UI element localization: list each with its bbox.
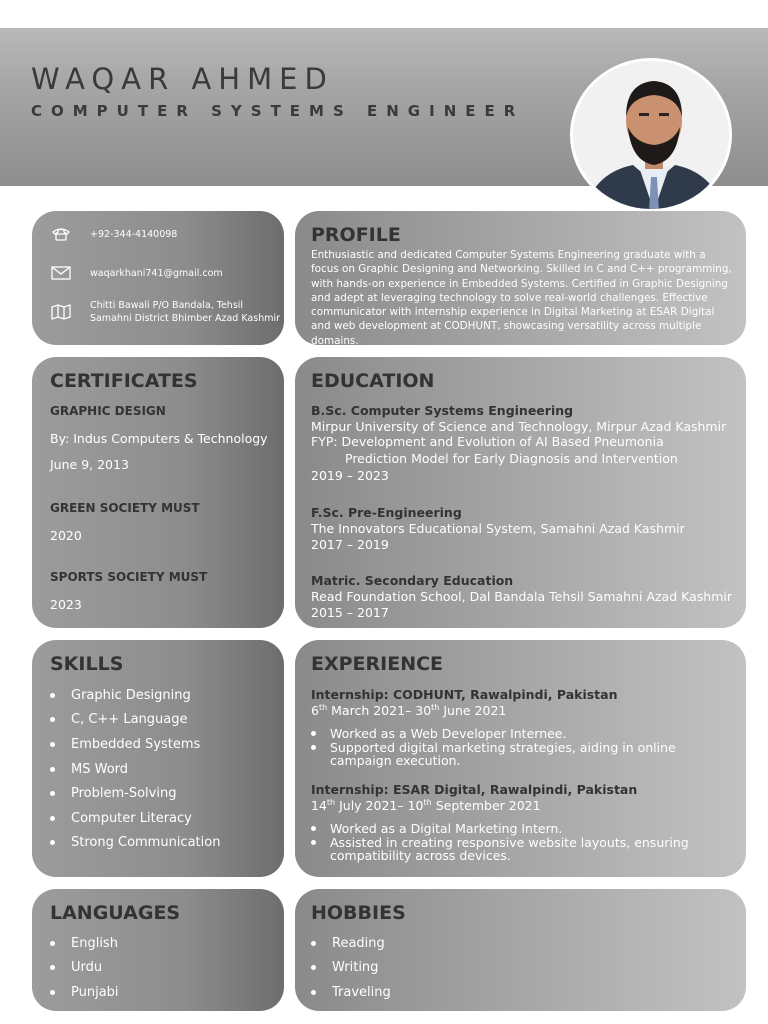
education-fyp-continued: Prediction Model for Early Diagnosis and Intervention	[345, 451, 678, 466]
languages-card	[32, 889, 284, 1011]
list-item: Worked as a Web Developer Internee.	[311, 727, 731, 741]
certificate-title: SPORTS SOCIETY MUST	[50, 570, 208, 584]
education-institution: Mirpur University of Science and Technology, Mirpur Azad Kashmir	[311, 419, 727, 434]
experience-dates: 6th March 2021– 30th June 2021	[311, 703, 507, 719]
list-item: Writing	[311, 956, 391, 981]
education-card	[295, 357, 746, 628]
hobbies-card	[295, 889, 746, 1011]
experience-dates: 14th July 2021– 10th September 2021	[311, 798, 541, 814]
education-years: 2017 – 2019	[311, 537, 389, 552]
bullet-icon	[50, 941, 55, 946]
list-item: Urdu	[50, 956, 119, 981]
list-item: Problem-Solving	[50, 781, 220, 806]
certificate-title: GREEN SOCIETY MUST	[50, 501, 200, 515]
bullet-icon	[311, 990, 316, 995]
bullet-icon	[50, 965, 55, 970]
certificate-title: GRAPHIC DESIGN	[50, 404, 166, 418]
list-item: MS Word	[50, 757, 220, 782]
education-degree: Matric. Secondary Education	[311, 573, 514, 588]
education-heading: EDUCATION	[311, 370, 435, 392]
hobbies-list	[311, 931, 391, 1005]
profile-card	[295, 211, 746, 345]
certificate-date: 2020	[50, 528, 82, 543]
candidate-name: WAQAR AHMED	[31, 62, 334, 96]
list-item: Traveling	[311, 980, 391, 1005]
list-item: Embedded Systems	[50, 732, 220, 757]
list-item: Supported digital marketing strategies, aiding in online campaign execution.	[311, 741, 731, 768]
map-icon	[50, 303, 72, 321]
education-fyp: FYP: Development and Evolution of AI Based Pneumonia	[311, 434, 664, 449]
experience-card	[295, 640, 746, 877]
profile-heading: PROFILE	[311, 224, 401, 246]
list-item: Graphic Designing	[50, 683, 220, 708]
experience-heading: EXPERIENCE	[311, 653, 444, 675]
list-item: Strong Communication	[50, 831, 220, 856]
bullet-icon	[50, 990, 55, 995]
certificates-heading: CERTIFICATES	[50, 370, 198, 392]
bullet-icon	[311, 731, 316, 736]
list-item: Worked as a Digital Marketing Intern.	[311, 822, 731, 836]
bullet-icon	[50, 717, 55, 722]
certificate-date: June 9, 2013	[50, 457, 129, 472]
bullet-icon	[50, 791, 55, 796]
skills-heading: SKILLS	[50, 653, 124, 675]
list-item: Assisted in creating responsive website layouts, ensuring compatibility across devices.	[311, 836, 731, 863]
profile-text: Enthusiastic and dedicated Computer Systems Engineering graduate with a focus on Graphic Designing and Networking. Skilled in C and C++ programming, with hands-on experience in Embedded Systems. Certified in Graphic Designing and adept at leveraging technology to solve real-world challenges. Effective communicator with internship experience in Digital Marketing at ESAR Digital and web development at CODHUNT, showcasing versatility across multiple domains.	[311, 249, 732, 345]
address	[90, 299, 280, 325]
education-institution: The Innovators Educational System, Samahni Azad Kashmir	[311, 521, 685, 536]
bullet-icon	[311, 745, 316, 750]
certificate-issuer: By: Indus Computers & Technology	[50, 431, 268, 446]
skills-list	[50, 683, 220, 855]
bullet-icon	[311, 840, 316, 845]
bullet-icon	[311, 965, 316, 970]
email-address[interactable]: waqarkhani741@gmail.com	[90, 267, 223, 279]
experience-bullets	[311, 822, 731, 863]
languages-list	[50, 931, 119, 1005]
education-degree: B.Sc. Computer Systems Engineering	[311, 403, 574, 418]
address-line-2: Samahni District Bhimber Azad Kashmir	[90, 313, 281, 324]
candidate-role: COMPUTER SYSTEMS ENGINEER	[31, 102, 525, 120]
list-item: English	[50, 931, 119, 956]
contact-card	[32, 211, 284, 345]
bullet-icon	[50, 693, 55, 698]
bullet-icon	[311, 826, 316, 831]
phone-number[interactable]: +92-344-4140098	[90, 228, 178, 240]
bullet-icon	[311, 941, 316, 946]
hobbies-heading: HOBBIES	[311, 902, 406, 924]
list-item: Reading	[311, 931, 391, 956]
bullet-icon	[50, 816, 55, 821]
education-degree: F.Sc. Pre-Engineering	[311, 505, 462, 520]
email-icon	[50, 264, 72, 282]
address-line-1: Chitti Bawali P/O Bandala, Tehsil	[90, 300, 244, 311]
languages-heading: LANGUAGES	[50, 902, 181, 924]
experience-title: Internship: CODHUNT, Rawalpindi, Pakistan	[311, 687, 618, 702]
list-item: Computer Literacy	[50, 806, 220, 831]
education-years: 2019 – 2023	[311, 468, 389, 483]
bullet-icon	[50, 742, 55, 747]
bullet-icon	[50, 840, 55, 845]
certificate-date: 2023	[50, 597, 82, 612]
education-institution: Read Foundation School, Dal Bandala Tehsil Samahni Azad Kashmir	[311, 589, 732, 604]
experience-title: Internship: ESAR Digital, Rawalpindi, Pakistan	[311, 782, 638, 797]
skills-card	[32, 640, 284, 877]
list-item: Punjabi	[50, 980, 119, 1005]
profile-photo	[570, 58, 732, 212]
education-years: 2015 – 2017	[311, 605, 389, 620]
phone-icon	[50, 225, 72, 243]
certificates-card	[32, 357, 284, 628]
list-item: C, C++ Language	[50, 708, 220, 733]
experience-bullets	[311, 727, 731, 768]
bullet-icon	[50, 767, 55, 772]
